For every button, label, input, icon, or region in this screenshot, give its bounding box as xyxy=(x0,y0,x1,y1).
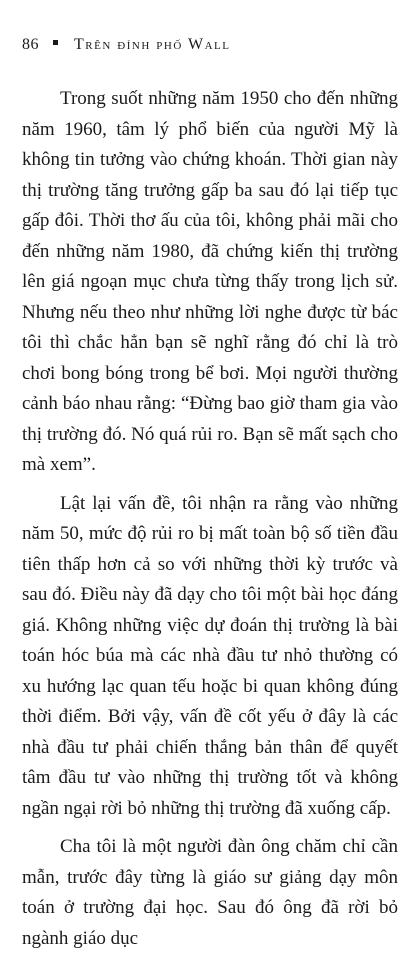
paragraph: Lật lại vấn đề, tôi nhận ra rằng vào những năm 50, mức độ rủi ro bị mất toàn bộ số tiền đầu tiên thấp hơn cả so với những thời kỳ trước và sau đó. Điều này đã dạy cho tôi một bài học đáng giá. Không những việc dự đoán thị trường là bài toán hóc búa mà các nhà đầu tư nhỏ thường có xu hướng lạc quan tếu hoặc bi quan không đúng thời điểm. Bởi vậy, vấn đề cốt yếu ở đây là các nhà đầu tư phải chiến thắng bản thân để quyết tâm đầu tư vào những thị trường tốt và không ngần ngại rời bỏ những thị trường đã xuống cấp. xyxy=(22,492,398,819)
page-number: 86 xyxy=(22,36,39,53)
paragraph: Cha tôi là một người đàn ông chăm chỉ cần mẫn, trước đây từng là giáo sư giảng dạy môn toán ở trường đại học. Sau đó ông đã rời bỏ ngành giáo dục xyxy=(22,836,398,949)
book-title: Trên đỉnh phố Wall xyxy=(74,36,231,53)
paragraph: Trong suốt những năm 1950 cho đến những năm 1960, tâm lý phổ biến của người Mỹ là không tin tưởng vào chứng khoán. Thời gian này thị trường tăng trưởng gấp ba sau đó lại tiếp tục gấp đôi. Thời thơ ấu của tôi, không phải mãi cho đến những năm 1980, đã chứng kiến thị trường lên giá ngoạn mục chưa từng thấy trong lịch sử. Nhưng nếu theo như những lời nghe được từ bác tôi thì chắc hẳn bạn sẽ nghĩ rằng đó chỉ là trò chơi bong bóng trong bể bơi. Mọi người thường cảnh báo nhau rằng: “Đừng bao giờ tham gia vào thị trường đó. Nó quá rủi ro. Bạn sẽ mất sạch cho mà xem”. xyxy=(22,88,398,475)
body-text xyxy=(22,84,398,954)
running-header xyxy=(22,36,230,54)
square-bullet-icon xyxy=(53,40,58,45)
